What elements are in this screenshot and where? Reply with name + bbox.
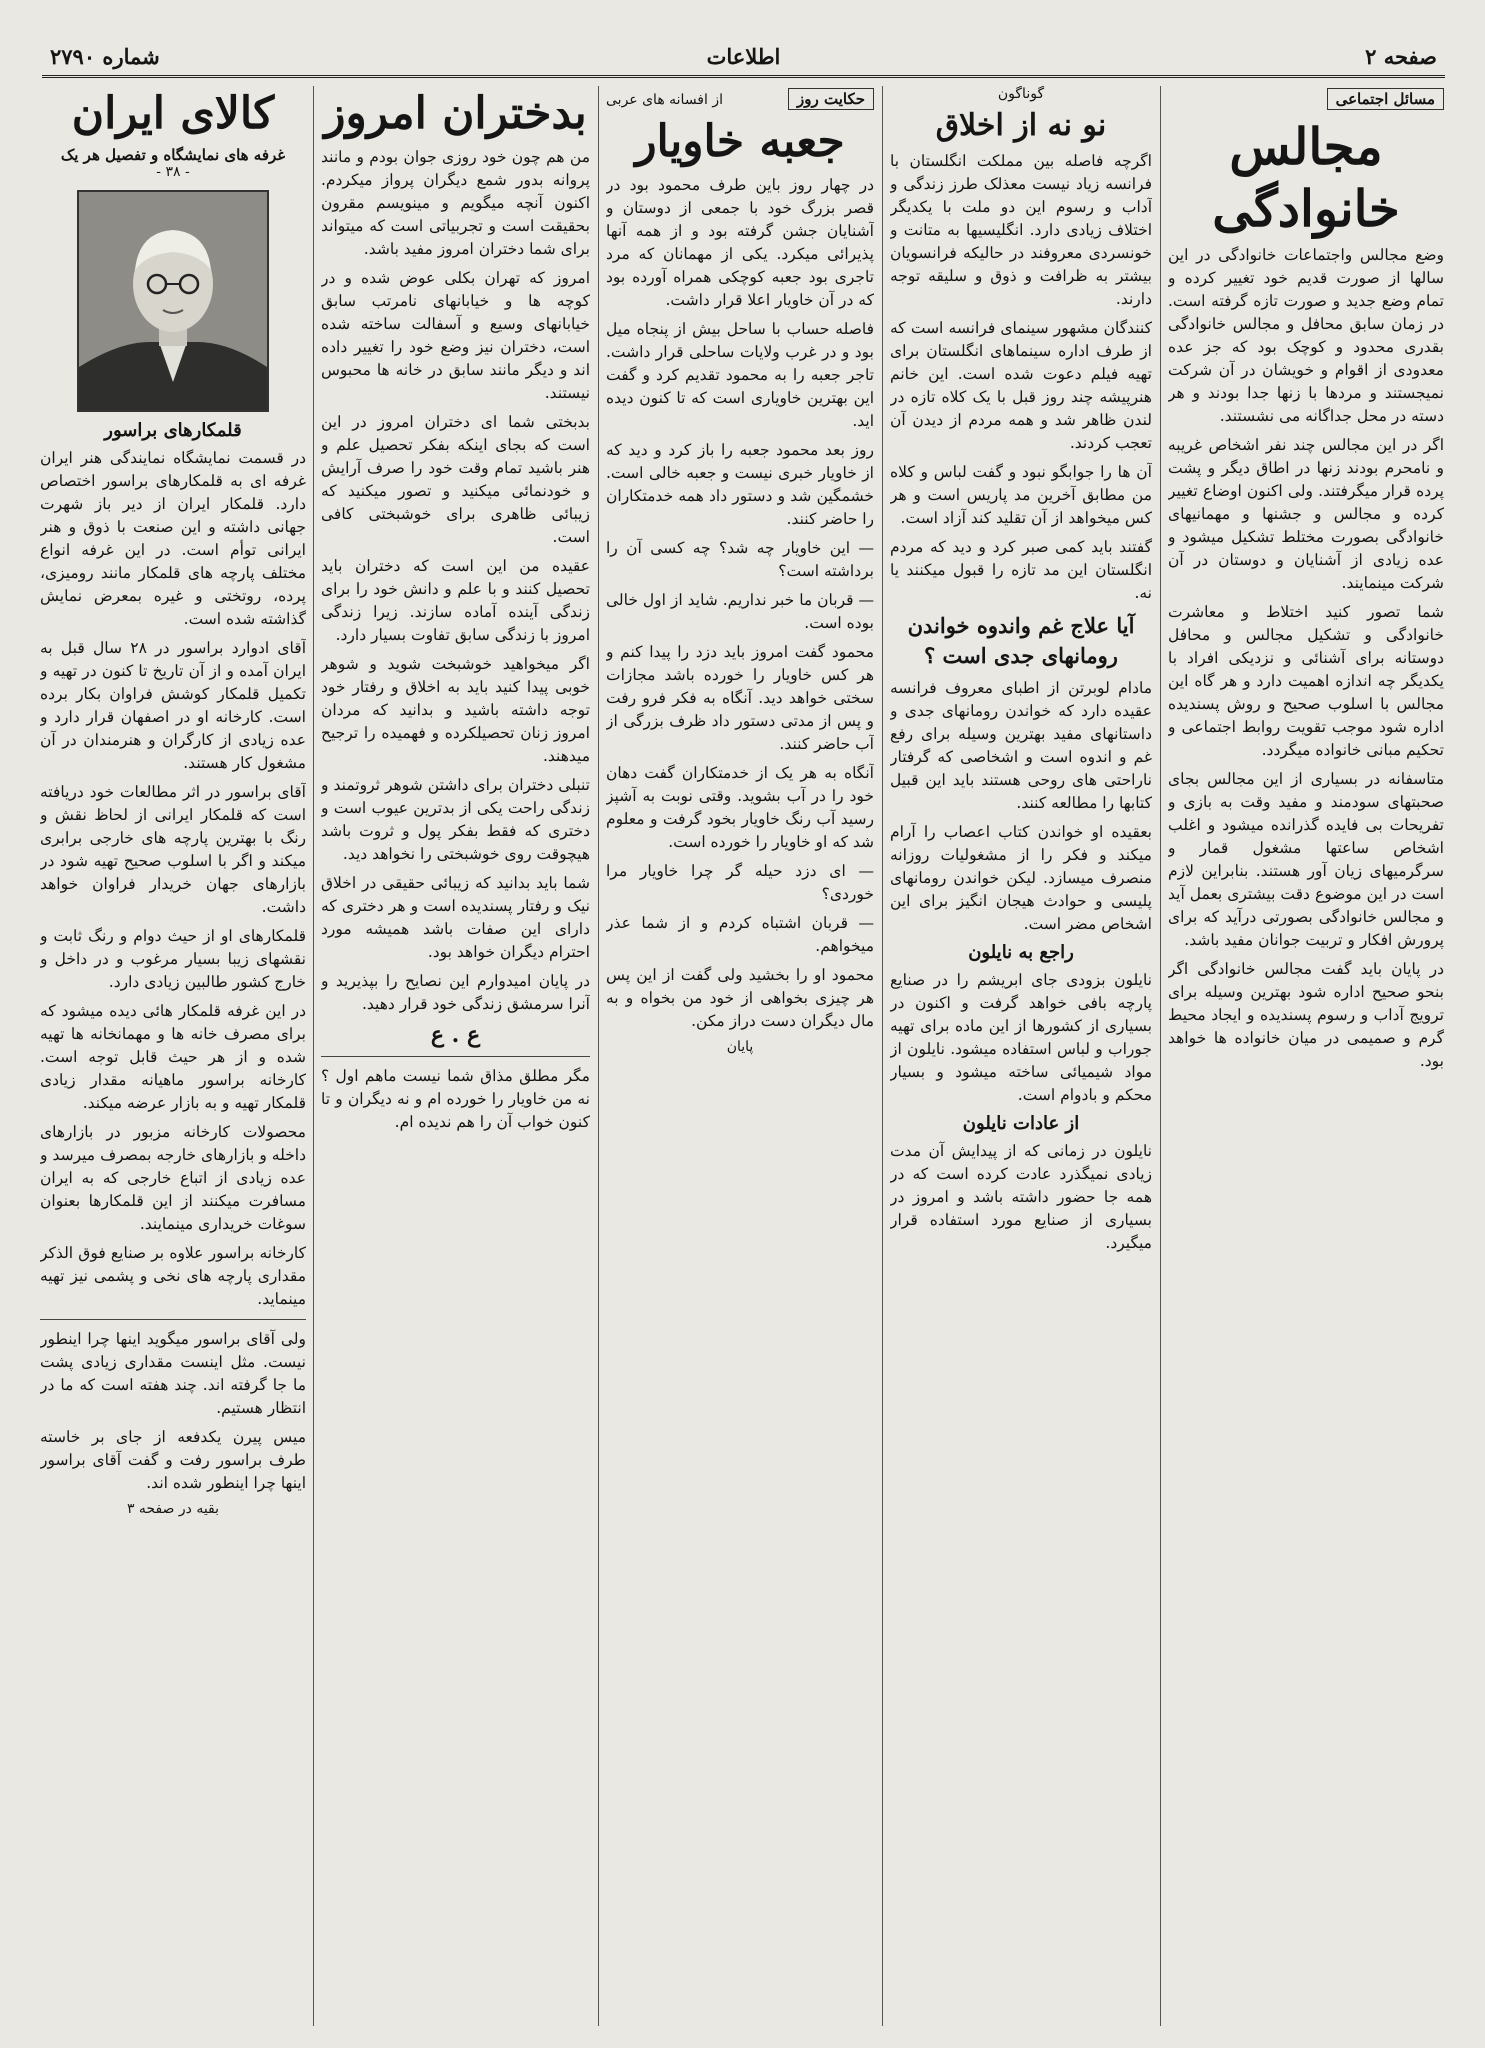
dialog-line: — این خاویار چه شد؟ چه کسی آن را برداشته است؟ [606, 539, 874, 580]
article-paragraph: کارخانه براسور علاوه بر صنایع فوق الذکر مقداری پارچه های نخی و پشمی نیز تهیه مینماید. [40, 1244, 306, 1308]
masthead-rule [42, 75, 1445, 78]
section-label: مسائل اجتماعی [1327, 88, 1444, 110]
section-kicker: گوناگون [997, 86, 1045, 102]
series-number: - ۳۸ - [156, 164, 190, 180]
article-title: مجالس خانوادگی [1212, 117, 1400, 238]
story-header [606, 86, 874, 114]
article-paragraph: نایلون بزودی جای ابریشم را در صنایع پارچه بافی خواهد گرفت و اکنون در بسیاری از کشورها از این ماده برای تهیه جوراب و لباس استفاده میشود. نایلون از مواد شیمیائی ساخته میشود و بسیار محکم و بادوام است. [890, 971, 1152, 1104]
article-paragraph: شما تصور کنید اختلاط و معاشرت خانوادگی و تشکیل مجالس و محافل دوستانه برای آشنائی و نزدیکی افراد با یکدیگر چه اندازه اهمیت دارد و هر گاه این مجالس با اسلوب صحیح و روش پسندیده اداره شود موجب تقویت روابط اجتماعی و تحکیم مبانی خانواده میگردد. [1168, 603, 1444, 759]
article-paragraph: محصولات کارخانه مزبور در بازارهای داخله و بازارهای خارجه بمصرف میرسد و عده زیادی از اتباع خارجی که به ایران مسافرت میکنند از این قلمکارها بعنوان سوغات خریداری مینمایند. [40, 1123, 306, 1233]
article-paragraph: محمود او را بخشید ولی گفت از این پس هر چیزی بخواهی از خود من بخواه و به مال دیگران دست دراز مکن. [606, 966, 874, 1030]
newspaper-name: اطلاعات [706, 44, 781, 69]
article-paragraph: مگر مطلق مذاق شما نیست ماهم اول ؟ نه من خاویار را خورده ام و نه دیگران و تا کنون خواب آن را هم ندیده ام. [321, 1067, 590, 1131]
article-paragraph: آقای ادوارد براسور در ۲۸ سال قبل به ایران آمده و از آن تاریخ تا کنون در تهیه و تکمیل قلمکار کوشش فراوان بکار برده است. کارخانه او در اصفهان قرار دارد و عده زیادی از کارگران و هنرمندان در آن مشغول کار هستند. [40, 639, 306, 772]
article-paragraph: امروز که تهران بکلی عوض شده و در کوچه ها و خیابانهای نامرتب سابق خیابانهای وسیع و آسفالت ساخته شده است، دختران نیز وضع خود را تغییر داده اند و دیگر مانند سابق در خانه ها محبوس نیستند. [321, 269, 590, 402]
article-paragraph: شما باید بدانید که زیبائی حقیقی در اخلاق نیک و رفتار پسندیده است و هر دختری که دارای این صفات باشد همیشه مورد احترام دیگران خواهد بود. [321, 874, 590, 961]
article-title: بدختران امروز [324, 88, 587, 139]
dialog-line: — قربان ما خبر نداریم. شاید از اول خالی بوده است. [606, 591, 874, 632]
column-family-gatherings [1168, 86, 1444, 2026]
article-paragraph: مادام لوبرتن از اطبای معروف فرانسه عقیده دارد که خواندن رومانهای جدی و داستانهای مفید بهترین وسیله برای رفع غم و اندوه است و اشخاصی که گرفتار ناراحتی های روحی هستند باید این قبیل کتابها را مطالعه کنند. [890, 679, 1152, 812]
column-rule [313, 86, 314, 2026]
article-paragraph: روز بعد محمود جعبه را باز کرد و دید که از خاویار خبری نیست و جعبه خالی است. خشمگین شد و دستور داد همه خدمتکاران را حاضر کنند. [606, 441, 874, 528]
article-paragraph: فاصله حساب با ساحل بیش از پنجاه میل بود و در غرب ولایات ساحلی قرار داشت. تاجر جعبه را به محمود تقدیم کرد و گفت این بهترین خاویاری است که تا کنون دیده اید. [606, 320, 874, 430]
column-miscellany [890, 86, 1152, 2026]
article-paragraph: در چهار روز باین طرف محمود بود در قصر بزرگ خود با جمعی از دوستان و آشنایان جشن گرفته بود و از همه آنها پذیرائی میکرد. یکی از مهمانان که مرد تاجری بود جعبه کوچکی همراه آورده بود که در آن خاویار اعلا قرار داشت. [606, 176, 874, 309]
article-paragraph: آقای براسور در اثر مطالعات خود دریافته است که قلمکار ایرانی از لحاظ نقش و رنگ با بهترین پارچه های خارجی برابری میکند و اگر با اسلوب صحیح تهیه شود در بازارهای جهان خریدار فراوان خواهد داشت. [40, 783, 306, 916]
divider [321, 1056, 590, 1057]
article-paragraph: وضع مجالس واجتماعات خانوادگی در این سالها از صورت قدیم خود تغییر کرده و تمام وضع جدید و صورت تازه گرفته است. در زمان سابق محافل و مجالس خانوادگی بقدری محدود و کوچک بود که جز عده معدودی از اقوام و خویشان در آن شرکت نمیجستند و مردها با زنها جدا بودند و هر دسته در محل جداگانه می نشستند. [1168, 246, 1444, 425]
column-rule [882, 86, 883, 2026]
article-paragraph: اگر در این مجالس چند نفر اشخاص غریبه و نامحرم بودند زنها در اطاق دیگر و پشت پرده قرار میگرفتند. ولی اکنون اوضاع تغییر کرده و مجالس و جشنها و مهمانیهای خانوادگی بصورت مختلط تشکیل میشود و عده زیادی از آشنایان و دوستان در آن شرکت مینمایند. [1168, 436, 1444, 592]
article-paragraph: در پایان امیدوارم این نصایح را بپذیرید و آنرا سرمشق زندگی خود قرار دهید. [321, 972, 590, 1013]
column-rule [1160, 86, 1161, 2026]
story-end: پایان [726, 1039, 754, 1055]
article-paragraph: ولی آقای براسور میگوید اینها چرا اینطور نیست. مثل اینست مقداری زیادی پشت ما جا گرفته اند. چند هفته است که ما در انتظار هستیم. [40, 1330, 306, 1417]
story-kicker: از افسانه های عربی [606, 92, 723, 108]
article-title: کالای ایران [71, 88, 275, 139]
article-paragraph: کنندگان مشهور سینمای فرانسه است که از طرف اداره سینماهای انگلستان برای تهیه فیلم دعوت شده است. این خانم هنرپیشه چند روز قبل با یک کلاه تازه در لندن ظاهر شد و همه مردم از دیدن آن تعجب کردند. [890, 319, 1152, 452]
masthead [42, 36, 1445, 78]
article-paragraph: متاسفانه در بسیاری از این مجالس بجای صحبتهای سودمند و مفید وقت به بازی و تفریحات بی فایده گذرانده میشود و اغلب اشخاص ساعتها مشغول قمار و سرگرمیهای زیان آور هستند. بنابراین لازم است در این موضوع دقت بیشتری بعمل آید و مجالس خانوادگی بصورتی درآید که برای پرورش افکار و تربیت جوانان مفید باشد. [1168, 770, 1444, 949]
article-paragraph: بعقیده او خواندن کتاب اعصاب را آرام میکند و فکر را از مشغولیات روزانه منصرف میسازد. لیکن خواندن رومانهای پلیسی و حوادث هیجان انگیز برای این اشخاص مضر است. [890, 823, 1152, 933]
issue-number: شماره ۲۷۹۰ [50, 44, 160, 69]
column-iranian-goods [40, 86, 306, 2026]
article-paragraph: بدبختی شما ای دختران امروز در این است که بجای اینکه بفکر تحصیل علم و هنر باشید تمام وقت خود را صرف آرایش و خودنمائی میکنید و تصور میکنید که زیبائی ظاهری برای خوشبختی کافی است. [321, 413, 590, 546]
article-paragraph: در قسمت نمایشگاه نمایندگی هنر ایران غرفه ای به قلمکارهای براسور اختصاص دارد. قلمکار ایران از دیر باز شهرت جهانی داشته و این صنعت با ذوق و هنر ایرانی توأم است. در این غرفه انواع مختلف پارچه های قلمکار مانند رومیزی، پرده، روتختی و غیره بمعرض نمایش گذاشته شده است. [40, 449, 306, 628]
dialog-line: — ای دزد حیله گر چرا خاویار مرا خوردی؟ [606, 862, 874, 903]
author-signature: ع . ع [430, 1022, 481, 1048]
article-paragraph: آنگاه به هر یک از خدمتکاران گفت دهان خود را در آب بشوید. وقتی نوبت به آشپز رسید آب رنگ خاویار بخود گرفت و معلوم شد که او خاویار را خورده است. [606, 764, 874, 851]
article-title: نو نه از اخلاق [935, 108, 1107, 143]
photo-caption: قلمکارهای براسور [104, 420, 242, 441]
article-subtitle: غرفه های نمایشگاه و تفصیل هر یک [60, 146, 286, 164]
article-paragraph: گفتند باید کمی صبر کرد و دید که مردم انگلستان این مد تازه را قبول میکنند یا نه. [890, 538, 1152, 602]
article-paragraph: عقیده من این است که دختران باید تحصیل کنند و با علم و دانش خود را برای زندگی آینده آماده سازند. زیرا زندگی امروز با زندگی سابق تفاوت بسیار دارد. [321, 557, 590, 644]
article-subheading: از عادات نایلون [962, 1113, 1080, 1134]
article-paragraph: نایلون در زمانی که از پیدایش آن مدت زیادی نمیگذرد عادت کرده است که در همه جا حضور داشته باشد و امروز در بسیاری از صنایع مورد استفاده قرار میگیرد. [890, 1142, 1152, 1252]
article-paragraph: اگرچه فاصله بین مملکت انگلستان با فرانسه زیاد نیست معذلک طرز زندگی و آداب و رسوم این دو ملت با یکدیگر اختلاف زیادی دارد. انگلیسیها به متانت و خونسردی معروفند در حالیکه فرانسویان بیشتر به ظرافت و ذوق و سلیقه توجه دارند. [890, 152, 1152, 308]
continued-note: بقیه در صفحه ۳ [126, 1501, 220, 1517]
page-number: صفحه ۲ [1365, 44, 1437, 69]
article-subheading: آیا علاج غم واندوه خواندن رومانهای جدی است ؟ [907, 613, 1135, 668]
article-paragraph: من هم چون خود روزی جوان بودم و مانند پروانه بدور شمع دیگران پرواز میکردم. اکنون آنچه میگویم و مینویسم مقرون بحقیقت است و تجربیاتی است که میتواند برای شما دختران امروز مفید باشد. [321, 148, 590, 258]
article-paragraph: اگر میخواهید خوشبخت شوید و شوهر خوبی پیدا کنید باید به اخلاق و رفتار خود توجه داشته باشید و بدانید که مردان امروز زنان تحصیلکرده و فهمیده را ترجیح میدهند. [321, 655, 590, 765]
article-title: جعبه خاویار [635, 116, 845, 167]
column-rule [598, 86, 599, 2026]
article-paragraph: محمود گفت امروز باید دزد را پیدا کنم و هر کس خاویار را خورده باشد مجازات سختی خواهد دید. آنگاه به فکر فرو رفت و پس از مدتی دستور داد ظرف بزرگی از آب حاضر کنند. [606, 643, 874, 753]
article-paragraph: در این غرفه قلمکار هائی دیده میشود که برای مصرف خانه ها و مهمانخانه ها تهیه شده و از هر حیث قابل توجه است. کارخانه براسور ماهیانه مقدار زیادی قلمکار تهیه و به بازار عرضه میکند. [40, 1002, 306, 1112]
article-subheading: راجع به نایلون [968, 942, 1074, 963]
column-girls-today [321, 86, 590, 2026]
article-paragraph: در پایان باید گفت مجالس خانوادگی اگر بنحو صحیح اداره شود بهترین وسیله برای ترویج آداب و رسوم پسندیده و ایجاد محیط گرم و صمیمی در میان خانواده ها خواهد بود. [1168, 960, 1444, 1070]
article-paragraph: قلمکارهای او از حیث دوام و رنگ ثابت و نقشهای زیبا بسیار مرغوب و در داخل و خارج کشور طالبین زیادی دارد. [40, 927, 306, 991]
dialog-line: — قربان اشتباه کردم و از شما عذر میخواهم. [606, 914, 874, 955]
portrait-photo [77, 190, 269, 412]
article-paragraph: میس پیرن یکدفعه از جای بر خاسته طرف براسور رفت و گفت آقای براسور اینها چرا اینطور شده اند. [40, 1428, 306, 1492]
article-paragraph: آن ها را جوابگو نبود و گفت لباس و کلاه من مطابق آخرین مد پاریس است و هر کس میخواهد از آن تقلید کند آزاد است. [890, 463, 1152, 527]
article-paragraph: تنبلی دختران برای داشتن شوهر ثروتمند و زندگی راحت یکی از بدترین عیوب است و دختری که فقط بفکر پول و ثروت باشد هیچوقت روی خوشبختی را نخواهد دید. [321, 776, 590, 863]
divider [40, 1319, 306, 1320]
section-label: حکایت روز [788, 88, 874, 110]
column-caviar-story [606, 86, 874, 2026]
portrait-icon [79, 192, 267, 410]
